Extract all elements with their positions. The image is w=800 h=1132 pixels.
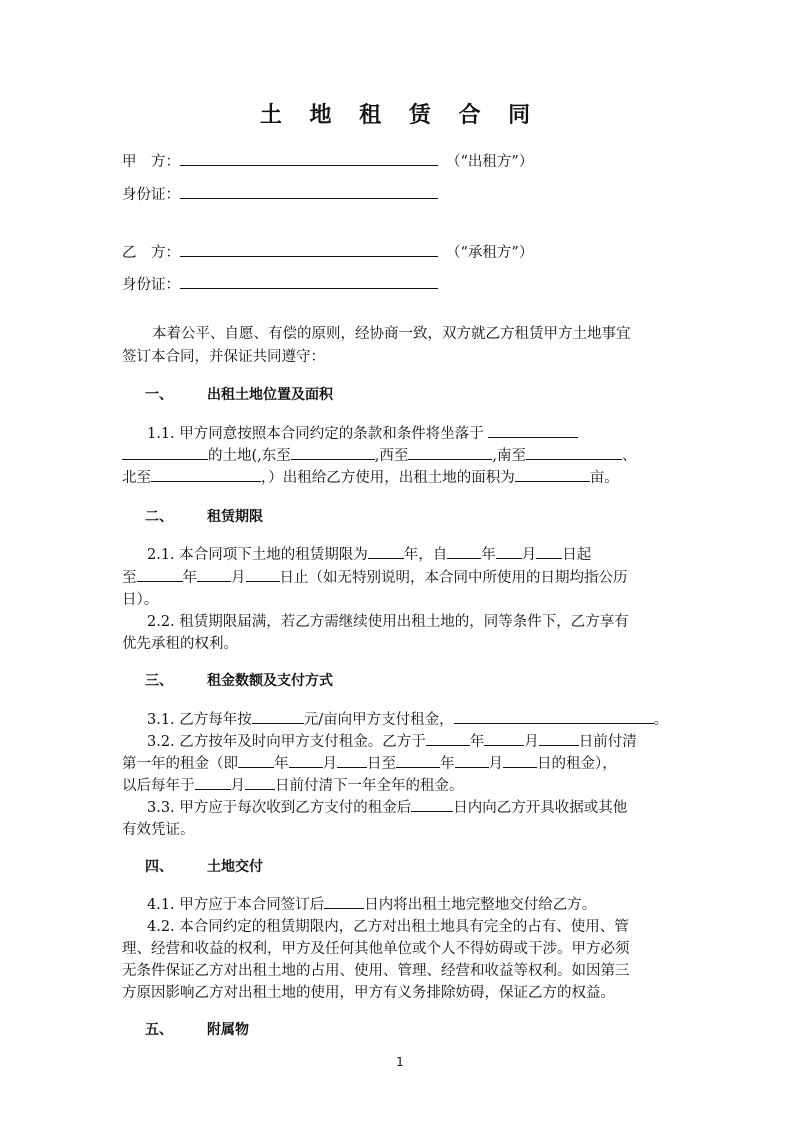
clause-text: 月	[230, 778, 245, 794]
party-b-role: （“承租方”）	[446, 245, 534, 261]
party-b-label: 乙 方：	[122, 245, 180, 261]
clause-text: 日前付清下一年全年的租金。	[275, 778, 464, 794]
location-field[interactable]	[488, 422, 578, 438]
party-a-id-line	[122, 183, 438, 204]
clause-text: 2.1. 本合同项下土地的租赁期限为	[147, 547, 368, 563]
section-4-heading	[145, 856, 263, 876]
location-field-cont[interactable]	[122, 444, 208, 460]
clause-1-1-line-1	[147, 422, 578, 443]
clause-4-2-line-4: 方原因影响乙方对出租土地的使用，甲方有义务排除妨碍，保证乙方的权益。	[122, 985, 615, 1001]
party-a-id-field[interactable]	[180, 183, 438, 199]
period-end-year-field[interactable]	[396, 752, 440, 768]
clause-text: 月	[231, 570, 246, 586]
section-number: 四、	[145, 859, 173, 875]
clause-text: 3.1. 乙方每年按	[147, 712, 252, 728]
clause-text: 年，自	[403, 547, 448, 563]
party-b-id-label: 身份证：	[122, 277, 180, 293]
clause-text: 年	[182, 570, 197, 586]
south-boundary-field[interactable]	[526, 444, 622, 460]
party-b-line	[122, 241, 533, 262]
clause-text: 、	[622, 448, 637, 464]
party-b-id-line	[122, 273, 438, 294]
clause-4-1-line	[147, 893, 596, 914]
clause-text: 3.2. 乙方按年及时向甲方支付租金。乙方于	[147, 734, 426, 750]
clause-text: 4.1. 甲方应于本合同签订后	[147, 897, 325, 913]
section-number: 五、	[145, 1022, 173, 1038]
clause-text: 月	[524, 734, 539, 750]
clause-text: 年	[481, 547, 496, 563]
clause-4-2-line-1: 4.2. 本合同约定的租赁期限内，乙方对出租土地具有完全的占有、使用、管	[147, 919, 629, 935]
clause-2-2-line-2: 优先承租的权利。	[122, 636, 238, 652]
document-title: 土 地 租 赁 合 同	[259, 103, 541, 128]
land-area-field[interactable]	[515, 466, 590, 482]
party-b-id-field[interactable]	[180, 273, 438, 289]
section-title: 租金数额及支付方式	[207, 673, 333, 689]
first-pay-year-field[interactable]	[426, 730, 470, 746]
party-a-role: （“出租方”）	[446, 154, 534, 170]
clause-text: 年	[440, 756, 455, 772]
clause-text: 第一年的租金（即	[122, 756, 238, 772]
start-day-field[interactable]	[536, 543, 562, 559]
clause-2-1-line-1	[147, 543, 591, 564]
preamble-line-2: 签订本合同，并保证共同遵守：	[122, 349, 325, 365]
clause-text: 日的租金），	[537, 756, 617, 772]
clause-4-2-line-3: 无条件保证乙方对出租土地的占用、使用、管理、经营和收益等权利。如因第三	[122, 963, 630, 979]
clause-3-3-line-1	[147, 796, 627, 817]
period-start-day-field[interactable]	[337, 752, 367, 768]
clause-text: 日内将出租土地完整地交付给乙方。	[364, 897, 597, 913]
annual-pay-month-field[interactable]	[195, 774, 231, 790]
clause-text: 北至	[122, 470, 151, 486]
period-start-year-field[interactable]	[238, 752, 274, 768]
clause-text: 亩。	[589, 470, 619, 486]
end-month-field[interactable]	[197, 566, 231, 582]
first-pay-day-field[interactable]	[539, 730, 579, 746]
party-a-label: 甲 方：	[122, 154, 180, 170]
period-end-day-field[interactable]	[503, 752, 537, 768]
clause-text: 日止（如无特别说明，本合同中所使用的日期均指公历	[279, 570, 628, 586]
clause-text: 年	[469, 734, 485, 750]
receipt-days-field[interactable]	[411, 796, 453, 812]
section-2-heading	[145, 506, 263, 526]
first-pay-month-field[interactable]	[484, 730, 524, 746]
end-year-field[interactable]	[137, 566, 183, 582]
clause-text: 1.1. 甲方同意按照本合同约定的条款和条件将坐落于	[147, 426, 484, 442]
handover-days-field[interactable]	[324, 893, 364, 909]
clause-2-1-line-3: 日）。	[122, 592, 159, 608]
clause-text: 月	[521, 547, 537, 563]
west-boundary-field[interactable]	[408, 444, 492, 460]
clause-2-2-line-1: 2.2. 租赁期限届满，若乙方需继续使用出租土地的，同等条件下，乙方享有	[147, 614, 629, 630]
clause-text: 年	[274, 756, 289, 772]
clause-text: 至	[122, 570, 137, 586]
clause-text: 日起	[562, 547, 592, 563]
start-month-field[interactable]	[496, 543, 522, 559]
clause-1-1-line-2	[122, 444, 637, 465]
clause-3-2-line-1	[147, 730, 637, 751]
clause-text: ，）出租给乙方使用，出租土地的面积为	[261, 470, 515, 486]
north-boundary-field[interactable]	[151, 466, 261, 482]
rent-total-field[interactable]	[454, 708, 654, 724]
party-b-name-field[interactable]	[180, 241, 438, 257]
term-years-field[interactable]	[368, 543, 404, 559]
clause-text: ,西至	[374, 448, 409, 464]
clause-2-1-line-2	[122, 566, 628, 587]
clause-3-3-line-2: 有效凭证。	[122, 822, 195, 838]
section-number: 三、	[145, 673, 173, 689]
clause-text: 的土地(,东至	[208, 448, 291, 464]
section-number: 二、	[145, 509, 173, 525]
clause-text: 以后每年于	[122, 778, 195, 794]
clause-4-2-line-2: 理、经营和收益的权利，甲方及任何其他单位或个人不得妨碍或干涉。甲方必须	[122, 941, 630, 957]
section-5-heading	[145, 1019, 249, 1039]
clause-text: ,南至	[492, 448, 526, 464]
section-1-heading	[145, 384, 333, 404]
clause-3-2-line-3	[122, 774, 464, 795]
party-a-name-field[interactable]	[180, 150, 438, 166]
end-day-field[interactable]	[246, 566, 280, 582]
clause-text: 日至	[367, 756, 396, 772]
clause-1-1-line-3	[122, 466, 619, 487]
party-a-id-label: 身份证：	[122, 187, 180, 203]
page-number: 1	[396, 1055, 404, 1069]
period-start-month-field[interactable]	[289, 752, 323, 768]
clause-text: 月	[322, 756, 337, 772]
clause-text: 。	[653, 712, 669, 728]
clause-text: 日内向乙方开具收据或其他	[453, 800, 628, 816]
rent-per-mu-field[interactable]	[252, 708, 304, 724]
clause-3-1-line	[147, 708, 668, 729]
preamble-line-1: 本着公平、自愿、有偿的原则，经协商一致，双方就乙方租赁甲方土地事宜	[152, 326, 631, 342]
clause-3-2-line-2	[122, 752, 617, 773]
section-title: 租赁期限	[207, 509, 263, 525]
clause-text: 月	[488, 756, 503, 772]
annual-pay-day-field[interactable]	[245, 774, 275, 790]
party-a-line	[122, 150, 533, 171]
east-boundary-field[interactable]	[291, 444, 375, 460]
start-year-field[interactable]	[447, 543, 481, 559]
section-number: 一、	[145, 387, 173, 403]
section-3-heading	[145, 670, 333, 690]
section-title: 附属物	[207, 1022, 249, 1038]
section-title: 土地交付	[207, 859, 263, 875]
clause-text: 3.3. 甲方应于每次收到乙方支付的租金后	[147, 800, 412, 816]
clause-text: 日前付清	[578, 734, 637, 750]
clause-text: 元/亩向甲方支付租金，	[303, 712, 454, 728]
period-end-month-field[interactable]	[455, 752, 489, 768]
section-title: 出租土地位置及面积	[207, 387, 333, 403]
